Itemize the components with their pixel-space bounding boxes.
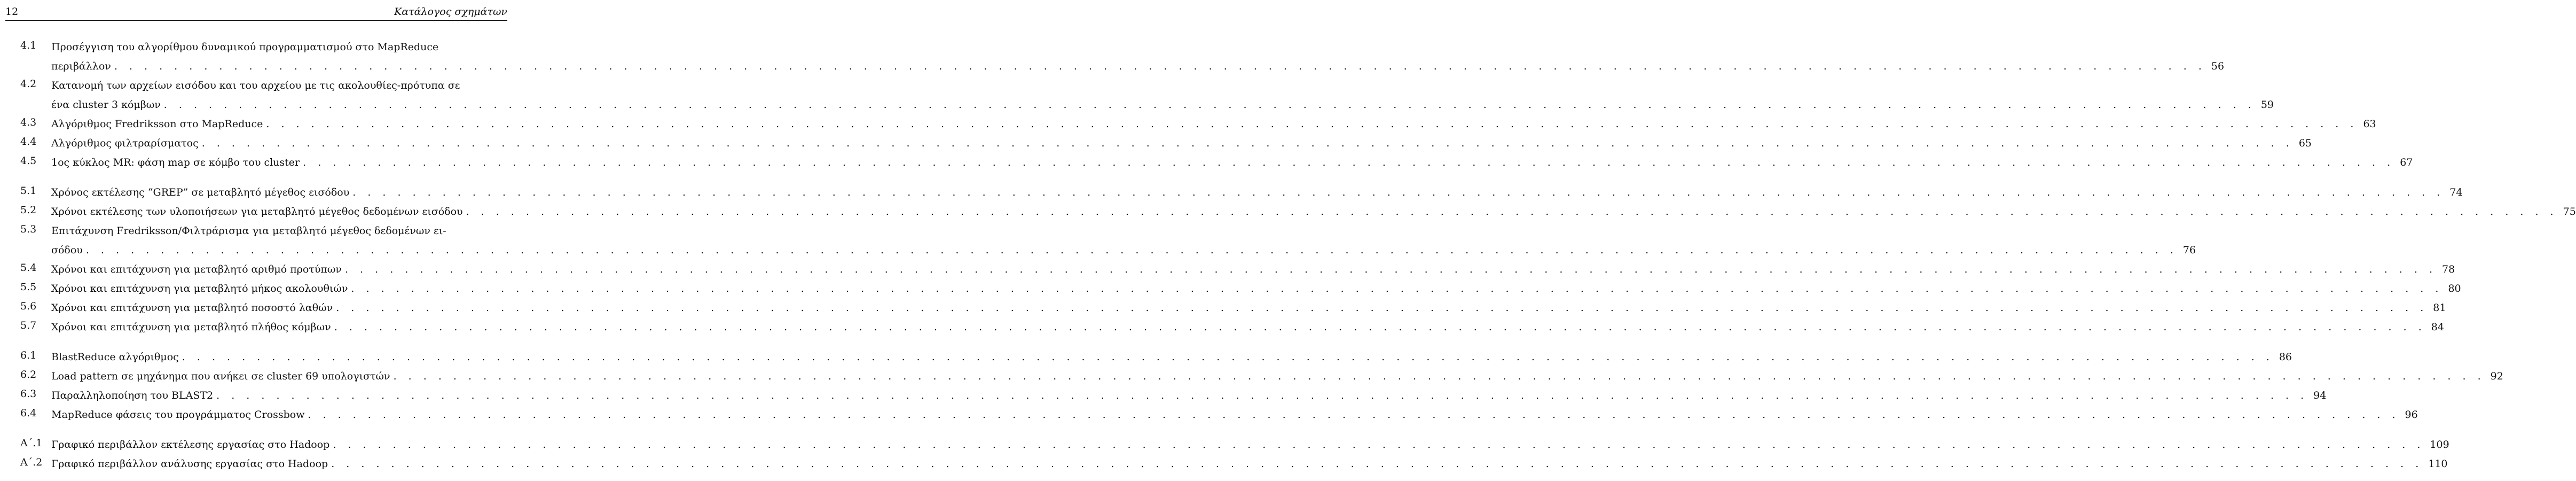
figure-caption-text: MapReduce φάσεις του προγράμματος Crossbow: [51, 409, 305, 421]
toc-entry[interactable]: [20, 155, 2413, 174]
entry-body: [51, 407, 2418, 426]
figure-caption-last-line: [51, 369, 2503, 388]
toc-entry[interactable]: [20, 350, 2292, 369]
figure-caption-text: Load pattern σε μηχάνημα που ανήκει σε cluster 69 υπολογιστών: [51, 370, 390, 382]
figure-caption-last-line: [51, 456, 2448, 476]
figure-number: 6.2: [20, 369, 37, 381]
toc-entry[interactable]: [20, 136, 2312, 155]
figure-caption-text: σόδου: [51, 244, 83, 256]
toc-entry[interactable]: [20, 437, 2449, 456]
dot-leader: . . . . . . . . . . . . . . . . . . . . . . . . . . . . . . . . . . . . . . . . . . . . . . . . . . . . . . . . . . . . . . . . . . . . . . . . . . . . . . . . . . . . . . . . . . . . . . . . . . . . . . . . . . . . . . . . . . . . . . . . . . . . . . . . . . . . . . . . . . . .: [201, 137, 2294, 149]
dot-leader: . . . . . . . . . . . . . . . . . . . . . . . . . . . . . . . . . . . . . . . . . . . . . . . . . . . . . . . . . . . . . . . . . . . . . . . . . . . . . . . . . . . . . . . . . . . . . . . . . . . . . . . . . . . . . . . . . . . . . . . . . . . . . . . . . . . . . . . . . . . .: [351, 283, 2443, 294]
entry-body: [51, 320, 2444, 339]
figure-group: [20, 185, 2576, 339]
figure-caption-text: Γραφικό περιβάλλον ανάλυσης εργασίας στο Hadoop: [51, 458, 328, 470]
header-title: Κατάλογος σχημάτων: [394, 6, 507, 18]
toc-entry[interactable]: [20, 223, 2196, 262]
figure-caption-last-line: [51, 59, 2224, 78]
page-reference[interactable]: 65: [2298, 137, 2312, 149]
toc-entry[interactable]: [20, 262, 2455, 281]
page-reference[interactable]: 94: [2313, 390, 2327, 401]
figure-caption-last-line: [51, 243, 2196, 262]
header-rule: [5, 20, 507, 21]
figure-caption-text: BlastReduce αλγόριθμος: [51, 351, 179, 363]
entry-body: [51, 388, 2326, 407]
dot-leader: . . . . . . . . . . . . . . . . . . . . . . . . . . . . . . . . . . . . . . . . . . . . . . . . . . . . . . . . . . . . . . . . . . . . . . . . . . . . . . . . . . . . . . . . . . . . . . . . . . . . . . . . . . . . . . . . . . . . . . . . . . . . . . . . . . . . . . . . . . . .: [333, 439, 2425, 451]
page-reference[interactable]: 67: [2400, 157, 2413, 168]
toc-entry[interactable]: [20, 320, 2444, 339]
figure-caption-last-line: [51, 97, 2274, 117]
figure-caption-last-line: [51, 136, 2312, 155]
toc-entry[interactable]: [20, 456, 2448, 476]
toc-entry[interactable]: [20, 388, 2327, 407]
figure-caption-last-line: [51, 262, 2455, 281]
figure-caption-last-line: [51, 204, 2576, 223]
dot-leader: . . . . . . . . . . . . . . . . . . . . . . . . . . . . . . . . . . . . . . . . . . . . . . . . . . . . . . . . . . . . . . . . . . . . . . . . . . . . . . . . . . . . . . . . . . . . . . . . . . . . . . . . . . . . . . . . . . . . . . . . . . . . . . . . . . . . . . . . . . . .: [266, 118, 2358, 130]
dot-leader: . . . . . . . . . . . . . . . . . . . . . . . . . . . . . . . . . . . . . . . . . . . . . . . . . . . . . . . . . . . . . . . . . . . . . . . . . . . . . . . . . . . . . . . . . . . . . . . . . . . . . . . . . . . . . . . . . . . . . . . . . . . . . . . . . . . . . . . . . . . .: [163, 99, 2256, 111]
page-reference[interactable]: 109: [2430, 439, 2449, 451]
entry-body: [51, 437, 2449, 456]
dot-leader: . . . . . . . . . . . . . . . . . . . . . . . . . . . . . . . . . . . . . . . . . . . . . . . . . . . . . . . . . . . . . . . . . . . . . . . . . . . . . . . . . . . . . . . . . . . . . . . . . . . . . . . . . . . . . . . . . . . . . . . . . . . . . . . . . . . . . . . . . . . .: [336, 302, 2428, 314]
figure-number: 4.5: [20, 155, 37, 167]
page-reference[interactable]: 80: [2448, 283, 2461, 294]
page-reference[interactable]: 56: [2211, 60, 2225, 72]
entry-body: [51, 369, 2503, 388]
dot-leader: . . . . . . . . . . . . . . . . . . . . . . . . . . . . . . . . . . . . . . . . . . . . . . . . . . . . . . . . . . . . . . . . . . . . . . . . . . . . . . . . . . . . . . . . . . . . . . . . . . . . . . . . . . . . . . . . . . . . . . . . . . . . . . . . . . . . . . . . . . . .: [334, 321, 2426, 333]
dot-leader: . . . . . . . . . . . . . . . . . . . . . . . . . . . . . . . . . . . . . . . . . . . . . . . . . . . . . . . . . . . . . . . . . . . . . . . . . . . . . . . . . . . . . . . . . . . . . . . . . . . . . . . . . . . . . . . . . . . . . . . . . . . . . . . . . . . . . . . . . . . .: [344, 263, 2437, 275]
page-reference[interactable]: 92: [2490, 370, 2503, 382]
figure-number: 4.1: [20, 40, 37, 51]
page-reference[interactable]: 78: [2442, 263, 2455, 275]
toc-entry[interactable]: [20, 117, 2376, 136]
toc-entry[interactable]: [20, 78, 2274, 117]
figure-number: 5.5: [20, 281, 37, 293]
figure-caption-last-line: [51, 407, 2418, 426]
entry-body: [51, 300, 2446, 320]
toc-entry[interactable]: [20, 281, 2461, 300]
page-reference[interactable]: 110: [2428, 458, 2448, 470]
figure-caption-text: Χρόνος εκτέλεσης “GREP” σε μεταβλητό μέγεθος εισόδου: [51, 187, 350, 198]
entry-body: [51, 281, 2461, 300]
dot-leader: . . . . . . . . . . . . . . . . . . . . . . . . . . . . . . . . . . . . . . . . . . . . . . . . . . . . . . . . . . . . . . . . . . . . . . . . . . . . . . . . . . . . . . . . . . . . . . . . . . . . . . . . . . . . . . . . . . . . . . . . . . . . . . . . . . . . . . . . . . . .: [308, 409, 2400, 421]
figure-group: [20, 437, 2449, 476]
figure-caption-text: Χρόνοι και επιτάχυνση για μεταβλητό μήκος ακολουθιών: [51, 283, 348, 294]
figure-caption-last-line: [51, 300, 2446, 320]
figure-number: Α΄.2: [20, 456, 43, 468]
page-reference[interactable]: 76: [2182, 244, 2196, 256]
dot-leader: . . . . . . . . . . . . . . . . . . . . . . . . . . . . . . . . . . . . . . . . . . . . . . . . . . . . . . . . . . . . . . . . . . . . . . . . . . . . . . . . . . . . . . . . . . . . . . . . . . . . . . . . . . . . . . . . . . . . . . . . . . . . . . . . . . . . . . . . . . . .: [331, 458, 2423, 470]
page-reference[interactable]: 96: [2405, 409, 2418, 421]
figure-caption-text: Χρόνοι και επιτάχυνση για μεταβλητό ποσοστό λαθών: [51, 302, 333, 314]
entry-body: [51, 262, 2455, 281]
dot-leader: . . . . . . . . . . . . . . . . . . . . . . . . . . . . . . . . . . . . . . . . . . . . . . . . . . . . . . . . . . . . . . . . . . . . . . . . . . . . . . . . . . . . . . . . . . . . . . . . . . . . . . . . . . . . . . . . . . . . . . . . . . . . . . . . . . . . . . . . . . . .: [182, 351, 2274, 363]
page-reference[interactable]: 75: [2563, 206, 2576, 218]
figure-number: 6.1: [20, 350, 37, 361]
dot-leader: . . . . . . . . . . . . . . . . . . . . . . . . . . . . . . . . . . . . . . . . . . . . . . . . . . . . . . . . . . . . . . . . . . . . . . . . . . . . . . . . . . . . . . . . . . . . . . . . . . . . . . . . . . . . . . . . . . . . . . . . . . . . . . . . . . . . . . . . . . . .: [393, 370, 2485, 382]
entry-body: [51, 155, 2413, 174]
figure-number: 6.4: [20, 407, 37, 419]
page-reference[interactable]: 74: [2449, 187, 2463, 198]
toc-entry[interactable]: [20, 369, 2503, 388]
page-reference[interactable]: 81: [2433, 302, 2446, 314]
figure-number: 5.7: [20, 320, 37, 331]
figure-caption-line: Επιτάχυνση Fredriksson/Φιλτράρισμα για μεταβλητό μέγεθος δεδομένων ει-: [51, 225, 446, 237]
figure-caption-last-line: [51, 281, 2461, 300]
figure-number: 4.3: [20, 117, 37, 128]
figure-caption-last-line: [51, 117, 2376, 136]
page-reference[interactable]: 84: [2431, 321, 2444, 333]
entry-body: [51, 78, 2274, 117]
figure-number: 4.4: [20, 136, 37, 148]
figure-number: 4.2: [20, 78, 37, 90]
figure-caption-text: Αλγόριθμος Fredriksson στο MapReduce: [51, 118, 263, 130]
entry-body: [51, 350, 2292, 369]
figure-caption-last-line: [51, 437, 2449, 456]
toc-entry[interactable]: [20, 407, 2418, 426]
figure-caption-text: Γραφικό περιβάλλον εκτέλεσης εργασίας στο Hadoop: [51, 439, 330, 451]
figure-caption-text: ένα cluster 3 κόμβων: [51, 99, 161, 111]
dot-leader: . . . . . . . . . . . . . . . . . . . . . . . . . . . . . . . . . . . . . . . . . . . . . . . . . . . . . . . . . . . . . . . . . . . . . . . . . . . . . . . . . . . . . . . . . . . . . . . . . . . . . . . . . . . . . . . . . . . . . . . . . . . . . . . . . . . . . . . . . . . .: [85, 244, 2178, 256]
dot-leader: . . . . . . . . . . . . . . . . . . . . . . . . . . . . . . . . . . . . . . . . . . . . . . . . . . . . . . . . . . . . . . . . . . . . . . . . . . . . . . . . . . . . . . . . . . . . . . . . . . . . . . . . . . . . . . . . . . . . . . . . . . . . . . . . . . . . . . . . . . . .: [352, 187, 2445, 198]
dot-leader: . . . . . . . . . . . . . . . . . . . . . . . . . . . . . . . . . . . . . . . . . . . . . . . . . . . . . . . . . . . . . . . . . . . . . . . . . . . . . . . . . . . . . . . . . . . . . . . . . . . . . . . . . . . . . . . . . . . . . . . . . . . . . . . . . . . . . . . . . . . .: [114, 60, 2206, 72]
figure-caption-text: Αλγόριθμος φιλτραρίσματος: [51, 137, 199, 149]
entry-body: [51, 456, 2448, 476]
running-header: [5, 0, 507, 18]
figure-number: Α΄.1: [20, 437, 43, 449]
figure-number: 5.1: [20, 185, 37, 197]
dot-leader: . . . . . . . . . . . . . . . . . . . . . . . . . . . . . . . . . . . . . . . . . . . . . . . . . . . . . . . . . . . . . . . . . . . . . . . . . . . . . . . . . . . . . . . . . . . . . . . . . . . . . . . . . . . . . . . . . . . . . . . . . . . . . . . . . . . . . . . . . . . .: [303, 157, 2395, 168]
entry-body: [51, 136, 2312, 155]
entry-body: [51, 185, 2463, 204]
figure-caption-text: Χρόνοι εκτέλεσης των υλοποιήσεων για μεταβλητό μέγεθος δεδομένων εισόδου: [51, 206, 463, 218]
entry-body: [51, 223, 2196, 262]
figure-caption-line: Προσέγγιση του αλγορίθμου δυναμικού προγραμματισμού στο MapReduce: [51, 41, 439, 53]
figure-caption-last-line: [51, 388, 2326, 407]
entry-body: [51, 117, 2376, 136]
figure-group: [20, 350, 2503, 426]
page-reference[interactable]: 63: [2363, 118, 2376, 130]
figure-number: 6.3: [20, 388, 37, 400]
figure-caption-last-line: [51, 185, 2463, 204]
figure-number: 5.6: [20, 300, 37, 312]
figure-caption-text: 1ος κύκλος MR: φάση map σε κόμβο του cluster: [51, 157, 300, 168]
entry-body: [51, 40, 2224, 78]
page-reference[interactable]: 59: [2260, 99, 2274, 111]
toc-entry[interactable]: [20, 204, 2576, 223]
figure-number: 5.3: [20, 223, 37, 235]
list-of-figures: [20, 40, 2576, 476]
figure-caption-text: Χρόνοι και επιτάχυνση για μεταβλητό πλήθος κόμβων: [51, 321, 331, 333]
page-reference[interactable]: 86: [2279, 351, 2292, 363]
figure-caption-text: Παραλληλοποίηση του BLAST2: [51, 390, 214, 401]
figure-number: 5.2: [20, 204, 37, 216]
toc-entry[interactable]: [20, 300, 2446, 320]
figure-number: 5.4: [20, 262, 37, 274]
figure-caption-last-line: [51, 155, 2413, 174]
dot-leader: . . . . . . . . . . . . . . . . . . . . . . . . . . . . . . . . . . . . . . . . . . . . . . . . . . . . . . . . . . . . . . . . . . . . . . . . . . . . . . . . . . . . . . . . . . . . . . . . . . . . . . . . . . . . . . . . . . . . . . . . . . . . . . . . . . . . . . . . . . . .: [466, 206, 2558, 218]
figure-caption-last-line: [51, 320, 2444, 339]
dot-leader: . . . . . . . . . . . . . . . . . . . . . . . . . . . . . . . . . . . . . . . . . . . . . . . . . . . . . . . . . . . . . . . . . . . . . . . . . . . . . . . . . . . . . . . . . . . . . . . . . . . . . . . . . . . . . . . . . . . . . . . . . . . . . . . . . . . . . . . . . . . .: [216, 390, 2308, 401]
figure-caption-last-line: [51, 350, 2292, 369]
figure-caption-text: περιβάλλον: [51, 60, 111, 72]
toc-entry[interactable]: [20, 40, 2225, 78]
toc-entry[interactable]: [20, 185, 2463, 204]
entry-body: [51, 204, 2576, 223]
page-number: 12: [5, 6, 19, 18]
figure-caption-text: Χρόνοι και επιτάχυνση για μεταβλητό αριθμό προτύπων: [51, 263, 342, 275]
figure-group: [20, 40, 2413, 174]
figure-caption-line: Κατανομή των αρχείων εισόδου και του αρχείου με τις ακολουθίες-πρότυπα σε: [51, 80, 460, 91]
